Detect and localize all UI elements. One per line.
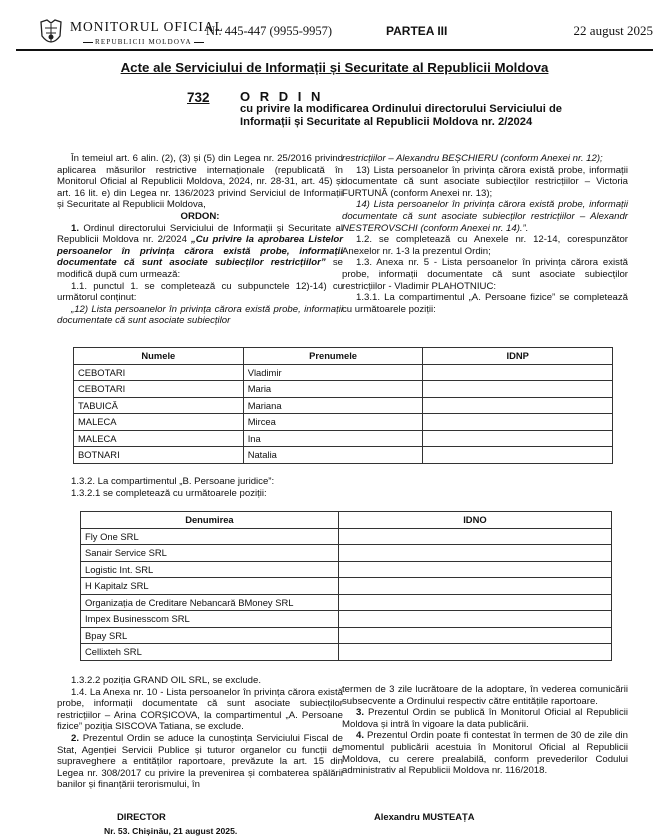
paragraph-1: 1. Ordinul directorului Serviciului de Informații și Securitate al Republicii Moldova nr. 2/2024 „Cu privire la aprobarea Listelor persoanelor în privința cărora există probe, informații documentate că sunt asociate subiecților restricțiilor” se modifică după cum urmează:: [57, 222, 343, 280]
cell-denumirea: Sanair Service SRL: [81, 545, 339, 562]
act-place-date: Nr. 53. Chișinău, 21 august 2025.: [104, 826, 238, 836]
paragraph-13: 13) Lista persoanelor în privința cărora există probe, informații documentate că sunt asociate subiecților restricțiilor – Victoria FURTUNĂ (conform Anexei nr. 13);: [342, 164, 628, 199]
cell-denumirea: Fly One SRL: [81, 528, 339, 545]
cell-prenume: Maria: [243, 381, 423, 398]
section-title: Acte ale Serviciului de Informații și Securitate al Republicii Moldova: [120, 60, 549, 75]
paragraph-1-3-2-2: 1.3.2.2 poziția GRAND OIL SRL, se exclude.: [71, 675, 262, 686]
paragraph-1-3: 1.3. Anexa nr. 5 - Lista persoanelor în privința cărora există probe, informații documentate că sunt asociate subiecților restricțiilor - Vladimir PLAHOTNIUC:: [342, 257, 628, 292]
table-header-row: [81, 512, 612, 529]
table-row: [74, 381, 613, 398]
table-header-row: [74, 348, 613, 365]
table-row: [81, 627, 612, 644]
table-row: [81, 528, 612, 545]
table-row: [81, 594, 612, 611]
cell-idno: [338, 528, 611, 545]
right-column: [342, 153, 628, 315]
left-column: [57, 153, 343, 327]
table-row: [81, 644, 612, 661]
table-row: [74, 430, 613, 447]
cell-idno: [338, 611, 611, 628]
cell-nume: MALECA: [74, 430, 244, 447]
cell-prenume: Vladimir: [243, 364, 423, 381]
cell-idno: [338, 594, 611, 611]
paragraph-1-3-1: 1.3.1. La compartimentul „A. Persoane fizice” se completează cu următoarele poziții:: [342, 292, 628, 315]
bottom-right-column: [342, 684, 628, 777]
cell-denumirea: H Kapitalz SRL: [81, 578, 339, 595]
cell-nume: TABUICĂ: [74, 397, 244, 414]
cell-nume: MALECA: [74, 414, 244, 431]
paragraph-14: 14) Lista persoanelor în privința cărora există probe, informații documentate că sunt asociate subiecților restricțiilor – Alexandr NESTEROVSCHI (conform Anexei nr. 14).”.: [342, 199, 628, 234]
publication-title: MONITORUL OFICIAL: [70, 19, 224, 34]
issue-number: Nr. 445-447 (9955-9957): [206, 24, 333, 38]
column-header-nume: Numele: [74, 348, 244, 365]
cell-prenume: Mariana: [243, 397, 423, 414]
cell-idno: [338, 644, 611, 661]
preamble-paragraph: În temeiul art. 6 alin. (2), (3) și (5) din Legea nr. 25/2016 privind aplicarea măsurilor restrictive internaționale (republicată în Monitorul Oficial al Republicii Moldova, 2024, nr. 28-31, art. 45) și art. 16 lit. e) din Legea nr. 136/2023 privind Serviciul de Informații și Securitate al Republicii Moldova,: [57, 153, 343, 211]
cell-idnp: [423, 414, 613, 431]
ordon-heading: ORDON:: [180, 210, 220, 222]
paragraph-3: 3. Prezentul Ordin se publică în Monitorul Oficial al Republicii Moldova și intră în vigoare la data publicării.: [342, 707, 628, 730]
table-row: [81, 561, 612, 578]
issue-date: 22 august 2025: [573, 23, 653, 38]
paragraph-1-3-2-1: 1.3.2.1 se completează cu următoarele poziții:: [71, 488, 267, 499]
cell-idnp: [423, 447, 613, 464]
paragraph-1-1: 1.1. punctul 1. se completează cu subpunctele 12)-14) cu următorul conținut:: [57, 280, 343, 304]
part-label: PARTEA III: [386, 24, 448, 38]
cell-idno: [338, 627, 611, 644]
cell-idnp: [423, 364, 613, 381]
signatory-role: DIRECTOR: [117, 811, 166, 822]
cell-denumirea: Organizația de Creditare Nebancară BMoney SRL: [81, 594, 339, 611]
table-row: [74, 447, 613, 464]
cell-idnp: [423, 430, 613, 447]
cell-nume: CEBOTARI: [74, 364, 244, 381]
cell-denumirea: Impex Businesscom SRL: [81, 611, 339, 628]
cell-idno: [338, 578, 611, 595]
column-header-prenume: Prenumele: [243, 348, 423, 365]
cell-idnp: [423, 381, 613, 398]
cell-prenume: Mircea: [243, 414, 423, 431]
entities-table: [80, 511, 612, 661]
cell-denumirea: Cellixteh SRL: [81, 644, 339, 661]
paragraph-12: „12) Lista persoanelor în privința cărora există probe, informații documentate că sunt asociate subiecților: [57, 303, 343, 327]
cell-prenume: Ina: [243, 430, 423, 447]
paragraph-1-2: 1.2. se completează cu Anexele nr. 12-14, corespunzător Anexelor nr. 1-3 la prezentul Ordin;: [342, 234, 628, 257]
cell-idno: [338, 561, 611, 578]
cell-idnp: [423, 397, 613, 414]
header-divider: [16, 49, 653, 51]
paragraph-2: 2. Prezentul Ordin se aduce la cunoștința Serviciului Fiscal de Stat, Agenției Servicii Publice și tuturor organelor cu funcții de supraveghere a entităților raportoare, prevăzute la art. 15 din Legea nr. 308/2017 cu privire la prevenirea și combaterea spălării banilor și finanțării terorismului, în: [57, 732, 343, 791]
paragraph-2-cont: termen de 3 zile lucrătoare de la adoptare, în vederea comunicării subsecvente a Ordinului respectiv către entitățile raportoare.: [342, 684, 628, 707]
paragraph-4: 4. Prezentul Ordin poate fi contestat în termen de 30 de zile din momentul publicării acestuia în Monitorul Oficial al Republicii Moldova, cu cerere prealabilă, conform prevederilor Codului administrativ al Republicii Moldova nr. 116/2018.: [342, 730, 628, 777]
table-row: [81, 578, 612, 595]
act-number: 732: [187, 90, 210, 105]
persons-table: [73, 347, 613, 464]
signatory-name: Alexandru MUSTEAȚA: [374, 811, 475, 822]
cell-idno: [338, 545, 611, 562]
act-type: O R D I N: [240, 89, 324, 104]
paragraph-1-4: 1.4. La Anexa nr. 10 - Lista persoanelor în privința cărora există probe, informații documentate că sunt asociate subiecților restricțiilor – Arina CORȘICOVA, la compartimentul „A. Persoane fizice” poziția SISCOVA Tatiana, se exclude.: [57, 686, 343, 733]
act-subject: cu privire la modificarea Ordinului directorului Serviciului de Informații și Securitate al Republicii Moldova nr. 2/2024: [240, 103, 563, 129]
masthead: [0, 6, 669, 52]
cell-nume: BOTNARI: [74, 447, 244, 464]
cell-prenume: Natalia: [243, 447, 423, 464]
table-row: [74, 364, 613, 381]
table-row: [81, 611, 612, 628]
column-header-idno: IDNO: [338, 512, 611, 529]
publication-subtitle: REPUBLICII MOLDOVA: [81, 38, 206, 47]
column-header-denumirea: Denumirea: [81, 512, 339, 529]
table-row: [74, 397, 613, 414]
table-row: [74, 414, 613, 431]
cell-denumirea: Bpay SRL: [81, 627, 339, 644]
coat-of-arms-icon: [38, 18, 64, 50]
cell-denumirea: Logistic Int. SRL: [81, 561, 339, 578]
cell-nume: CEBOTARI: [74, 381, 244, 398]
paragraph-12-cont: restricțiilor – Alexandru BEȘCHIERU (conform Anexei nr. 12);: [342, 153, 603, 164]
paragraph-1-3-2: 1.3.2. La compartimentul „B. Persoane juridice”:: [71, 476, 275, 487]
column-header-idnp: IDNP: [423, 348, 613, 365]
table-row: [81, 545, 612, 562]
bottom-left-column: [57, 675, 343, 791]
